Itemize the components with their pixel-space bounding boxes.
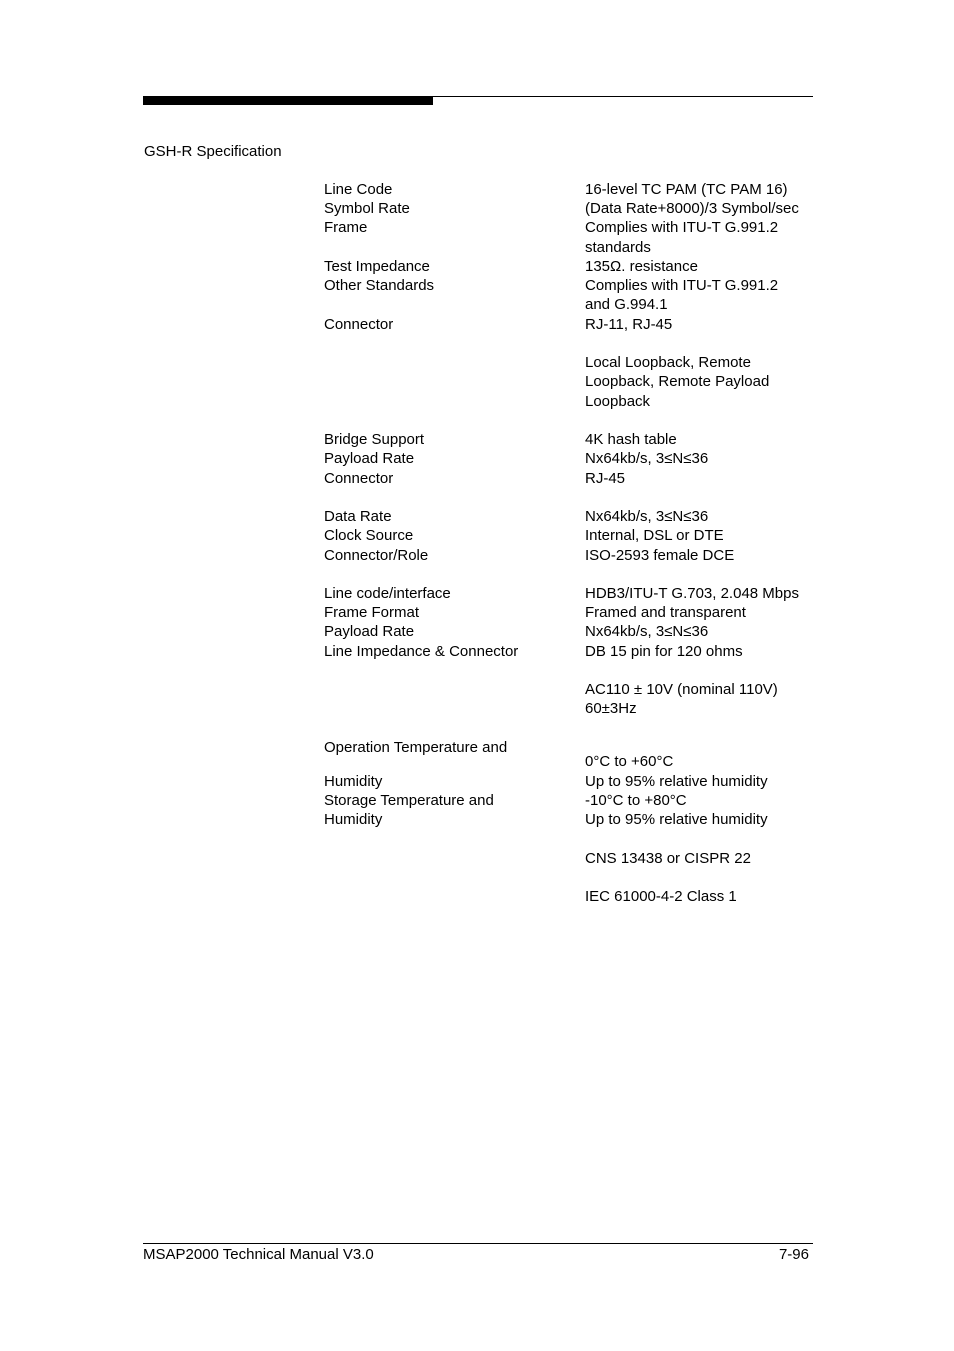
label-frame-format: Frame Format bbox=[324, 604, 420, 621]
label-clock-source: Clock Source bbox=[324, 527, 414, 544]
label-symbol-rate: Symbol Rate bbox=[324, 200, 410, 217]
value-payload-rate-eth: Nx64kb/s, 3≤N≤36 bbox=[585, 450, 709, 467]
value-payload-rate-e1: Nx64kb/s, 3≤N≤36 bbox=[585, 623, 709, 640]
label-frame: Frame bbox=[324, 219, 368, 236]
header-rule-thin bbox=[143, 96, 813, 97]
value-esd: IEC 61000-4-2 Class 1 bbox=[585, 888, 737, 905]
value-power-line-2: 60±3Hz bbox=[585, 700, 637, 717]
value-clock-source: Internal, DSL or DTE bbox=[585, 527, 724, 544]
value-other-standards-line-1: Complies with ITU-T G.991.2 bbox=[585, 277, 779, 294]
value-storage-humidity: Up to 95% relative humidity bbox=[585, 811, 768, 828]
footer-manual-title: MSAP2000 Technical Manual V3.0 bbox=[143, 1246, 374, 1263]
value-loopback-line-2: Loopback, Remote Payload bbox=[585, 373, 770, 390]
label-operation-temperature: Operation Temperature and bbox=[324, 739, 508, 756]
footer-rule bbox=[143, 1243, 813, 1244]
value-data-rate: Nx64kb/s, 3≤N≤36 bbox=[585, 508, 709, 525]
value-operation-temperature: 0°C to +60°C bbox=[585, 753, 674, 770]
value-line-code-interface: HDB3/ITU-T G.703, 2.048 Mbps bbox=[585, 585, 799, 602]
label-connector-dsl: Connector bbox=[324, 316, 394, 333]
value-loopback-line-3: Loopback bbox=[585, 393, 651, 410]
label-bridge-support: Bridge Support bbox=[324, 431, 425, 448]
label-test-impedance: Test Impedance bbox=[324, 258, 430, 275]
value-power-line-1: AC110 ± 10V (nominal 110V) bbox=[585, 681, 778, 698]
value-connector-role: ISO-2593 female DCE bbox=[585, 547, 735, 564]
value-operation-humidity: Up to 95% relative humidity bbox=[585, 773, 768, 790]
value-other-standards-line-2: and G.994.1 bbox=[585, 296, 668, 313]
value-loopback-line-1: Local Loopback, Remote bbox=[585, 354, 751, 371]
label-line-code: Line Code bbox=[324, 181, 393, 198]
label-connector-role: Connector/Role bbox=[324, 547, 429, 564]
label-connector-eth: Connector bbox=[324, 470, 394, 487]
label-other-standards: Other Standards bbox=[324, 277, 435, 294]
value-connector-eth: RJ-45 bbox=[585, 470, 626, 487]
label-payload-rate-eth: Payload Rate bbox=[324, 450, 415, 467]
header-rule-thick bbox=[143, 96, 433, 105]
value-emi: CNS 13438 or CISPR 22 bbox=[585, 850, 751, 867]
value-connector-dsl: RJ-11, RJ-45 bbox=[585, 316, 673, 333]
footer-page-number: 7-96 bbox=[778, 1246, 809, 1263]
label-payload-rate-e1: Payload Rate bbox=[324, 623, 415, 640]
label-operation-humidity: Humidity bbox=[324, 773, 383, 790]
value-bridge-support: 4K hash table bbox=[585, 431, 677, 448]
value-line-code: 16-level TC PAM (TC PAM 16) bbox=[585, 181, 788, 198]
label-storage-temperature: Storage Temperature and bbox=[324, 792, 494, 809]
label-data-rate: Data Rate bbox=[324, 508, 392, 525]
value-line-impedance-connector: DB 15 pin for 120 ohms bbox=[585, 643, 743, 660]
label-line-impedance-connector: Line Impedance & Connector bbox=[324, 643, 519, 660]
section-title: GSH-R Specification bbox=[144, 143, 282, 160]
value-storage-temperature: -10°C to +80°C bbox=[585, 792, 687, 809]
value-frame-line-2: standards bbox=[585, 239, 651, 256]
value-frame-line-1: Complies with ITU-T G.991.2 bbox=[585, 219, 779, 236]
value-test-impedance: 135Ω. resistance bbox=[585, 258, 698, 275]
label-line-code-interface: Line code/interface bbox=[324, 585, 451, 602]
value-frame-format: Framed and transparent bbox=[585, 604, 746, 621]
label-storage-humidity: Humidity bbox=[324, 811, 383, 828]
value-symbol-rate: (Data Rate+8000)/3 Symbol/sec bbox=[585, 200, 799, 217]
